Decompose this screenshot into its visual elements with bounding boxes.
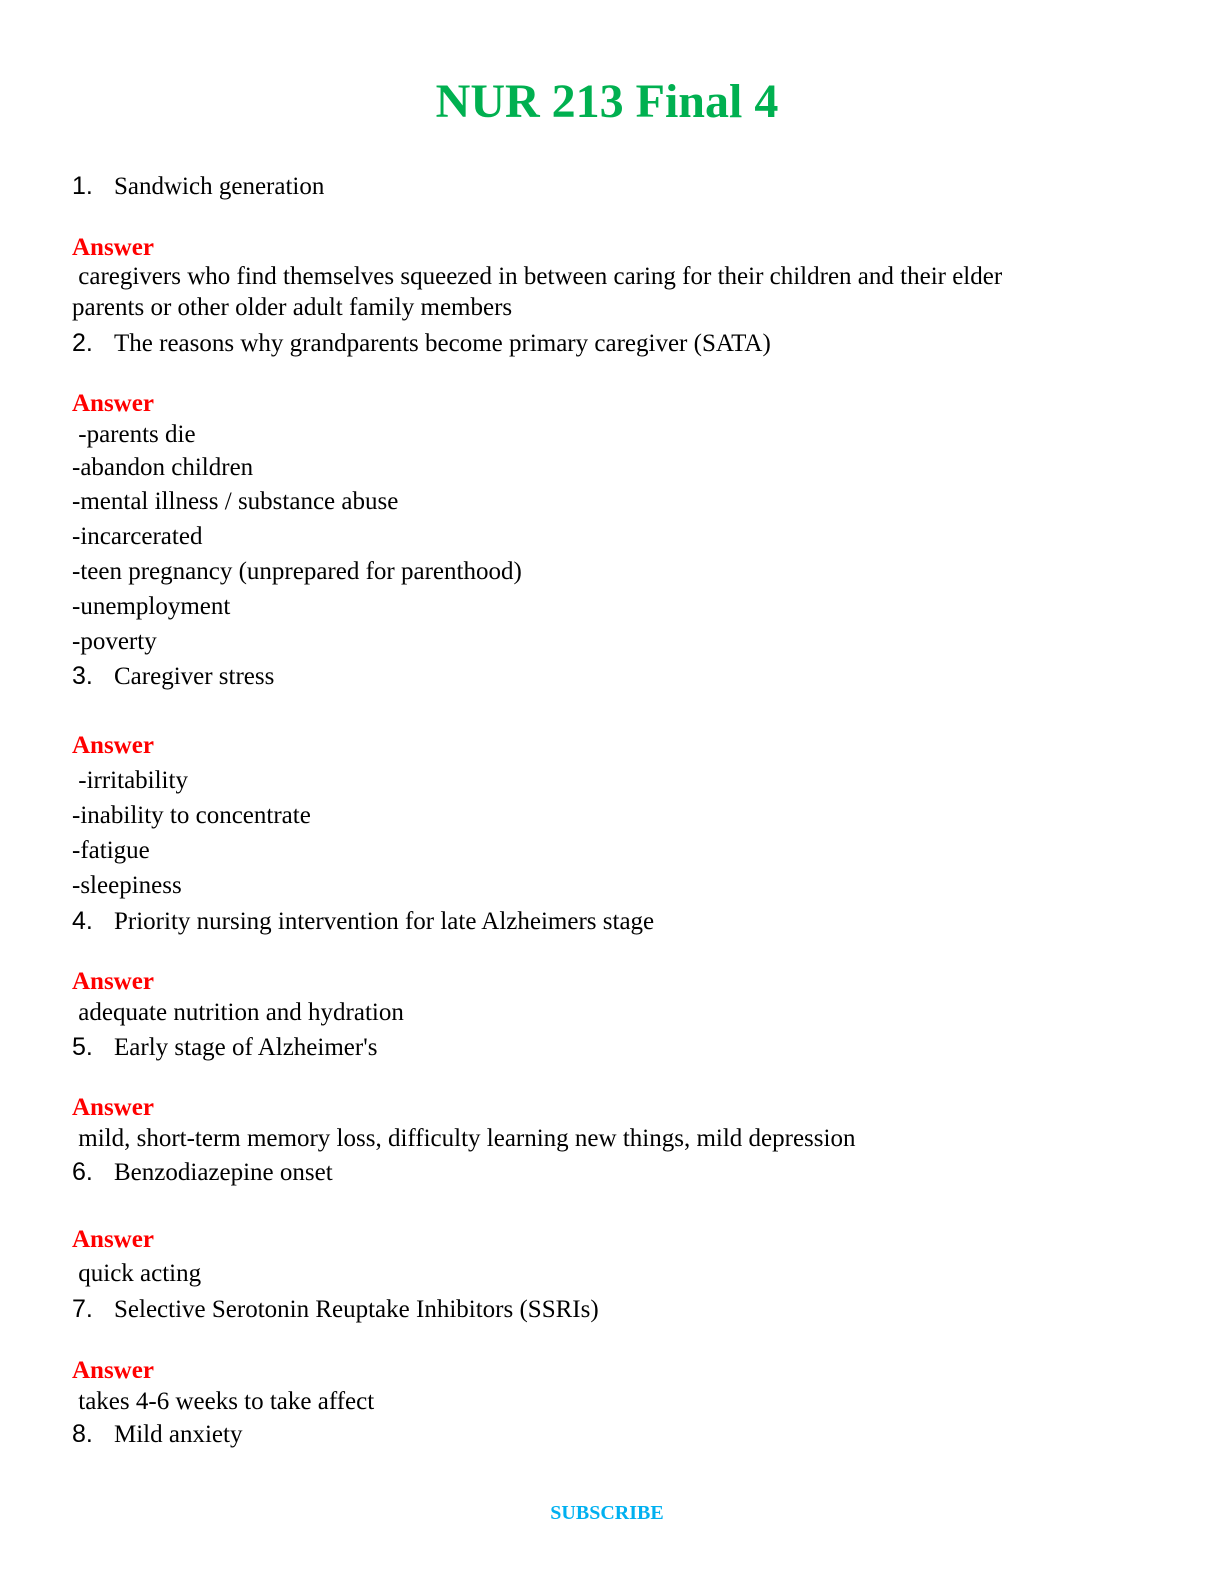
answer-line: -mental illness / substance abuse bbox=[72, 488, 399, 515]
question-number: 3. bbox=[72, 662, 93, 690]
answer-label: Answer bbox=[72, 1094, 154, 1121]
question-text: Early stage of Alzheimer's bbox=[114, 1034, 378, 1061]
answer-line: parents or other older adult family members bbox=[72, 294, 513, 321]
question-number: 5. bbox=[72, 1033, 93, 1061]
question-text: The reasons why grandparents become primary caregiver (SATA) bbox=[114, 330, 771, 357]
question-number: 1. bbox=[72, 172, 93, 200]
subscribe-link[interactable]: SUBSCRIBE bbox=[550, 1502, 664, 1524]
answer-line: -poverty bbox=[72, 628, 157, 655]
answer-line: quick acting bbox=[72, 1260, 202, 1287]
question-item bbox=[72, 1419, 242, 1450]
question-number: 6. bbox=[72, 1158, 93, 1186]
answer-label: Answer bbox=[72, 968, 154, 995]
answer-label: Answer bbox=[72, 390, 154, 417]
question-text: Sandwich generation bbox=[114, 173, 325, 200]
question-item bbox=[72, 328, 771, 359]
answer-label: Answer bbox=[72, 1226, 154, 1253]
answer-line: -abandon children bbox=[72, 454, 254, 481]
question-text: Priority nursing intervention for late Alzheimers stage bbox=[114, 908, 655, 935]
answer-label: Answer bbox=[72, 732, 154, 759]
answer-line: takes 4-6 weeks to take affect bbox=[72, 1388, 375, 1415]
answer-line: -irritability bbox=[72, 767, 188, 794]
answer-line: -teen pregnancy (unprepared for parenthood) bbox=[72, 558, 522, 585]
question-number: 2. bbox=[72, 329, 93, 357]
question-item bbox=[72, 1032, 377, 1063]
question-item bbox=[72, 661, 274, 692]
answer-label: Answer bbox=[72, 1357, 154, 1384]
answer-line: -parents die bbox=[72, 421, 196, 448]
question-item bbox=[72, 906, 654, 937]
question-item bbox=[72, 1294, 599, 1325]
answer-label: Answer bbox=[72, 234, 154, 261]
answer-line: adequate nutrition and hydration bbox=[72, 999, 404, 1026]
answer-line: -unemployment bbox=[72, 593, 231, 620]
question-item bbox=[72, 171, 324, 202]
answer-line: -inability to concentrate bbox=[72, 802, 311, 829]
answer-line: -incarcerated bbox=[72, 523, 203, 550]
question-number: 4. bbox=[72, 907, 93, 935]
answer-line: -fatigue bbox=[72, 837, 150, 864]
question-item bbox=[72, 1157, 333, 1188]
question-text: Mild anxiety bbox=[114, 1421, 243, 1448]
question-text: Caregiver stress bbox=[114, 663, 275, 690]
question-number: 7. bbox=[72, 1295, 93, 1323]
page-title: NUR 213 Final 4 bbox=[435, 75, 779, 128]
question-number: 8. bbox=[72, 1420, 93, 1448]
question-text: Selective Serotonin Reuptake Inhibitors (SSRIs) bbox=[114, 1296, 599, 1323]
question-text: Benzodiazepine onset bbox=[114, 1159, 333, 1186]
answer-line: -sleepiness bbox=[72, 872, 182, 899]
answer-line: mild, short-term memory loss, difficulty learning new things, mild depression bbox=[72, 1125, 856, 1152]
answer-line: caregivers who find themselves squeezed in between caring for their children and their elder bbox=[72, 263, 1003, 290]
